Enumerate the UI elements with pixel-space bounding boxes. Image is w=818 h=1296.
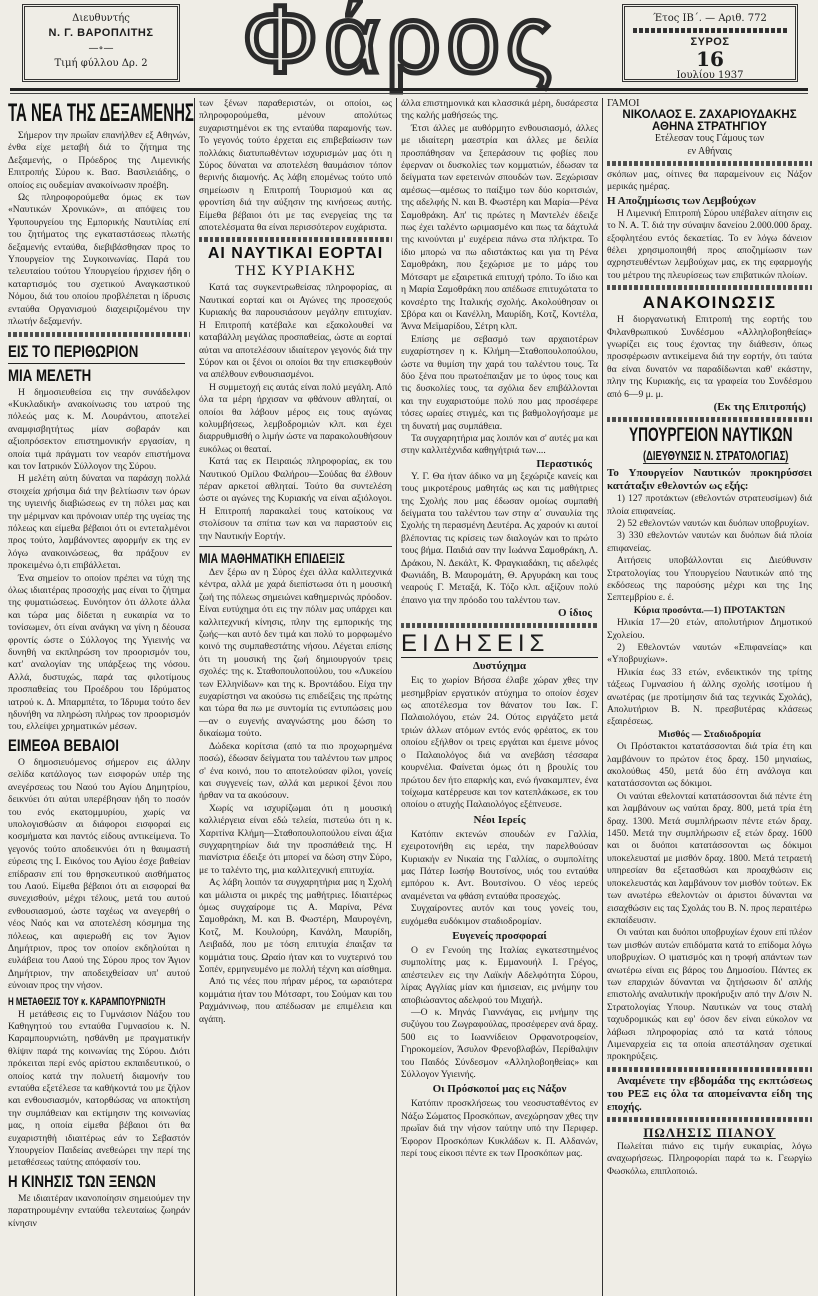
section-title-margin: ΕΙΣ ΤΟ ΠΕΡΙΘΩΡΙΟΝ	[8, 341, 139, 361]
paragraph: Ας λάβη λοιπόν τα συγχαρητήρια μας η Σχολή και μάλιστα οι μικρές της μαθήτριες. Ιδιαιτέρως όμως συγχαίρομε τις Α. Μαρίνα, Ρένα Σαμοθράκη, Μ. και Β. Φωστέρη, Μαυρογένη, Κοτζ, Μ. Κουλούρη, Κανάλη, Μαυρίδη, Λειβαδά, που με τόση επιτυχία έπαιξαν τα κομμάτια τους. Ωραίο ήταν και το νυχτερινό του Σοπέν, ερμηνευμένο με πολλή τέχνη και αίσθημα.	[199, 877, 392, 975]
paragraph: Η διοργανωτική Επιτροπή της εορτής του Φιλανθρωπικού Συνδέσμου «Αλληλοβοηθείας» γνωρίζει εις τους έχοντας την διάθεσιν, όπως προσφέρωσιν αντικείμενα διά την εορτήν, ότι ταύτα θα είναι δυνατόν να παραδίδωνται καθ' εκάστην, πλην της Κυριακής, εις τα γραφεία του Συνδέσμου από 6—9 μ. μ.	[607, 314, 812, 400]
article-dexameni	[8, 130, 190, 329]
article-epideixis	[199, 567, 392, 1026]
paragraph: Η Λιμενική Επιτροπή Σύρου υπέβαλεν αίτησιν εις το Ν. Α. Τ. διά την σύναψιν δανείου 2.000.000 δραχ. εξοφλητέου εντός δεκαετίας. Το εν λόγω δάνειον θέλει χρησιμοποιηθή προς αποζημίωσιν των αχρηστευθέντων λεμβούχων μας, εκ της εφαρμογής του μέτρου της πλευρίσεως των επιβατικών πλοίων.	[607, 207, 812, 281]
paragraph: Από τις νέες που πήραν μέρος, τα ωραιότερα κομμάτια ήταν του Μότσαρτ, του Σούμαν και του Ραχμάνινωφ, που απέδωσαν με επιμέλεια και αγάπη.	[199, 976, 392, 1025]
subhead-boatmen: Η Αποζημίωσις των Λεμβούχων	[607, 194, 756, 207]
paragraph: Επίσης με σεβασμό των αρχαιοτέρων ευχαρίστησεν η κ. Κλήμη—Σταθοπουλοπούλου, ώστε να θυμίση την χαρά του ταλέντου τους. Τα δύο ξένα που πρωτοέπαιξαν με το ύφος τους και τις δυσκολίες τους, τα σχόλια δεν επιβάλλονται και την ευχαριστούμε πολύ που μας προσέφερε τόσες ωραίες στιγμές, και τις βαθμολογήσαμε με τη δυνατή μας συμπάθεια.	[401, 333, 598, 432]
article-announcements	[607, 314, 812, 401]
subhead-pay: Μισθός — Σταδιοδρομία	[658, 728, 761, 740]
headline-eortai: ΑΙ ΝΑΥΤΙΚΑΙ ΕΟΡΤΑΙ	[207, 245, 384, 263]
paragraph: Με ιδιαιτέραν ικανοποίησιν σημειούμεν την παρατηρουμένην ενταύθα τελευταίως ζωηράν κίνησιν	[8, 1192, 190, 1229]
signature: Περαστικός	[536, 457, 592, 470]
bride-name: ΑΘΗΝΑ ΣΤΡΑΤΗΓΙΟΥ	[652, 121, 767, 133]
subheadline-navy: (ΔΙΕΥΘΥΝΣΙΣ Ν. ΣΤΡΑΤΟΛΟΓΙΑΣ)	[643, 448, 789, 464]
ornament	[607, 1067, 812, 1072]
ornament	[607, 417, 812, 422]
article-eortai	[199, 282, 392, 543]
paragraph: Οι ναύται εθελονταί κατατάσσονται διά πέντε έτη και λαμβάνουν ως ναύται δραχ. 800, μετά τρία έτη δραχ. 1300. Μετά συμπλήρωσιν πέντε ετών δραχ. 1450. Μετά την συμπλήρωσιν εξ ετών δραχ. 1600 και οι δυόποι κατατάσσονται ως δόκιμοι υποκελευσταί με μισθόν δραχ. 1800. Μετά τετραετή υπηρεσίαν θα εξετασθώσι και προαχθώσιν εις υποκελευστάς και λαμβάνουν τον μισθόν τούτων. Εκ των ανωτέρω εθελοντών οι άριστοι δύνανται να εισαχθώσιν εις τας Σχολάς του Β. Ν. προς περαιτέρω εκπαίδευσιν.	[607, 790, 812, 926]
headline-kinisis: Η ΚΙΝΗΣΙΣ ΤΩΝ ΞΕΝΩΝ	[8, 1171, 156, 1191]
paragraph: σκόπων μας, οίτινες θα παραμείνουν εις Νάξον μερικάς ημέρας.	[607, 169, 812, 193]
article-piano	[607, 1141, 812, 1178]
list-item: 2) 52 εθελοντών ναυτών και δυόπων υποβρυχίων.	[617, 517, 810, 529]
ornament	[607, 1117, 812, 1122]
paragraph: Οι ναύται και δυόποι υποβρυχίων έχουν επί πλέον των μισθών αυτών επιδόματα κατά το επίδομα λόγω υποβρυχίων. Ο ιματισμός και η τροφή απάντων των ανωτέρω είναι εις βάρος του Δημοσίου. Πάντες εκ των επαρχιών δύνανται να ζητήσωσιν δι' απλής επιστολής αναλυτικήν προκήρυξιν από την Δ/σιν Ν. Στρατολογίας Υπουρ. Ναυτικών να τους σταλή ταχυδρομικώς και εφ' όσον δεν είναι εύκολον να λάβωσι πληροφορίας από τα κατά τόπους Λιμεναρχεία εις τα οποία απεστάλησαν σχετικαί προκηρύξεις.	[607, 927, 812, 1063]
article-kinisis-continued	[199, 98, 392, 234]
ornament	[633, 28, 787, 33]
article-kinisis	[8, 1193, 190, 1230]
paragraph: Τα συγχαρητήρια μας λοιπόν και σ' αυτές μα και στην καλλιτέχνιδα καθηγήτριά των....	[401, 432, 598, 457]
subhead-priests: Νέοι Ιερείς	[473, 813, 526, 826]
column-2	[199, 98, 392, 1026]
article-metathesis	[8, 1009, 190, 1170]
signature: (Εκ της Επιτροπής)	[713, 401, 806, 414]
paragraph: Η μελέτη αύτη δύναται να παράσχη πολλά στοιχεία χρήσιμα διά την βελτίωσιν των όρων της υγιεινής διαβιώσεως εν τη πόλει μας και την μέριμναν και πρόνοιαν υπέρ της υγείας της πόλεως και είμεθα βέβαιοι ότι οι εντεταλμένοι προς τούτο, λαμβάνοντες αφορμήν εκ της εν λόγω ανακοινώσεως, θα πράξουν εν προκειμένω ό,τι επιβάλλεται.	[8, 473, 190, 572]
subhead-scouts: Οι Πρόσκοποί μας εις Νάξον	[432, 1083, 567, 1096]
paragraph: Ηλικία έως 33 ετών, ενδεικτικόν της τρίτης τάξεως Γυμνασίου ή άλλης σχολής ισοτίμου ή ανωτέρας (με προτίμησιν διά τας τεχνικάς Σχολάς), Απολυτήριον Β. Ν. πρεσβυτέρας κλάσεως εξαιρέσεως.	[607, 666, 812, 728]
headline-piano: ΠΩΛΗΣΙΣ ΠΙΑΝΟΥ	[643, 1124, 776, 1140]
groom-name: ΝΙΚΟΛΑΟΣ Ε. ΖΑΧΑΡΙΟΥΔΑΚΗΣ	[622, 109, 797, 121]
article-scouts-continued	[607, 169, 812, 194]
paragraph: Κατόπιν προσκλήσεως του νεοσυσταθέντος εν Νάξω Σώματος Προσκόπων, ανεχώρησαν χθες την πρωΐαν διά την νήσον ταύτην υπό την Περιφερ. Έφορον Προσκόπων Κυκλάδων κ. Π. Αλδανών, περί τους είκοσι πέντε εκ των Προσκόπων μας.	[401, 1098, 598, 1160]
price: Τιμή φύλλου Δρ. 2	[54, 58, 148, 69]
director-name: Ν. Γ. ΒΑΡΟΠΛΙΤΗΣ	[48, 27, 154, 39]
column-3	[401, 98, 598, 1160]
subhead-offers: Ευγενείς προσφοραί	[452, 929, 547, 942]
headline-metathesis: Η ΜΕΤΑΘΕΣΙΣ ΤΟΥ κ. ΚΑΡΑΜΠΟΥΡΝΙΩΤΗ	[8, 995, 166, 1008]
postscript	[401, 471, 598, 607]
article-navy	[607, 493, 812, 1064]
column-rule	[396, 98, 397, 1296]
paragraph: Εις το χωρίον Βήσσα έλαβε χώραν χθες την μεσημβρίαν εργατικόν ατύχημα το οποίον έσχεν ως αποτέλεσμα τον θάνατον του Ιακ. Γ. Παλαιολόγου, ετών 24. Ούτος ειργάζετο μετά τριών άλλων ατόμων εντός ενός φρέατος, εκ του οποίου εξήλθον οι τρεις εργάται και έμεινε μόνος ο Παλαιολόγος διά να ανεβάση τέσσαρα κουρνέλια. Φαίνεται όμως ότι η βρουλίς του πρώτου δεν ήτο επαρκής και, ενώ ήνακαμπτεν, ένα τοίχωμα κατέρρευσε και τον κατεπλάκωσε, εκ του οποίου ο ατυχής Παλαιολόγος εξέπνευσε.	[401, 675, 598, 811]
article-boatmen	[607, 208, 812, 282]
headline-eortai-line2: ΤΗΣ ΚΥΡΙΑΚΗΣ	[235, 263, 356, 280]
paragraph: Η συμμετοχή εις αυτάς είναι πολύ μεγάλη. Από όλα τα μέρη ήρχισαν να φθάνουν αθληταί, οι οποίοι θα λάβουν μέρος εις τους αγώνας κολυμβήσεως, λεμβοδρομιών κλπ. και έχει διαρρυθμισθή ο λιμήν ώστε να παρακολουθήσουν ευκόλως οι θεαταί.	[199, 381, 392, 455]
article-meleti	[8, 387, 190, 734]
section-title-news: ΕΙΔΗΣΕΙΣ	[401, 631, 598, 658]
headline-announcements: ΑΝΑΚΟΙΝΩΣΙΣ	[642, 293, 777, 313]
paragraph: Ηλικία 17—20 ετών, απολυτήριον Δημοτικού Σχολείου.	[607, 617, 812, 641]
section-label-weddings: ΓΑΜΟΙ	[607, 98, 640, 109]
masthead-rule	[10, 88, 808, 94]
subhead-requirements: Κύρια προσόντα.—1) ΠΡΟΤΑΚΤΩΝ	[633, 604, 786, 616]
column-4	[607, 98, 812, 1178]
article-priests	[401, 829, 598, 928]
paragraph: Οι Πρόστακτοι κατατάσσονται διά τρία έτη και λαμβάνουν το πρώτον έτος δραχ. 150 μηνιαίως, ακολούθως 450, μετά δύο έτη ανάλογα και κατατάσσονται ως δόκιμοι.	[607, 741, 812, 790]
paragraph: Αιτήσεις υποβάλλονται εις Διεύθυνσιν Στρατολογίας του Υπουργείου Ναυτικών από της εκδόσεως της παρούσης μέχρι και της 1ης Σεπτεμβρίου ε. έ.	[607, 555, 812, 604]
headline-navy: ΥΠΟΥΡΓΕΙΟΝ ΝΑΥΤΙΚΩΝ	[629, 425, 793, 447]
paragraph: Η μετάθεσις εις το Γυμνάσιον Νάξου του Καθηγητού του ενταύθα Γυμνασίου κ. Ν. Καραμπουρνιώτη, ησθάνθη με πραγματικήν θλίψιν παρά της κοινωνίας της Σύρου. Διότι πρόκειται περί ενός αρίστου εκπαιδευτικού, ο οποίος κατά την πολυετή διαμονήν του ενταύθα εξετέλεσε τα καθήκοντά του με ζήλον και ενθουσιασμόν, κατορθώσας να αποκτήση την συμπάθειαν και εκτίμησιν της κοινωνίας μας, η οποία είμεθα βέβαιοι ότι θα ευχαριστηθή ιδιαιτέρως εάν το Σεβαστόν Υπουργείον Παιδείας ανεθεώρει την περί της μεταθέσεως ταύτης απόφασίν του.	[8, 1008, 190, 1169]
column-rule	[194, 98, 195, 1296]
year-issue: Έτος ΙΒ΄. — Αριθ. 772	[653, 13, 767, 24]
paragraph: άλλα επιστημονικά και κλασσικά μέρη, δυσάρεστα της καλής μαθήσεώς της.	[401, 98, 598, 122]
paragraph: Έτσι άλλες με αυθόρμητο ενθουσιασμό, άλλες με ιδιαίτερη μαεστρία και άλλες με δειλία προσπάθησαν να ξεπεράσουν τις φοβίες που έφερναν οι δυσκολίες των κομματιών, έδωσαν τα δείγματα των εφετεινών σπουδών των. Ξεχώρισαν αμέσως—αμέσως το παίξιμο των δύο κοριτσιών, της αδελφής Ν. και Β. Φωστέρη και Μαρία—Ρένα Σαμοθράκη. Απ' τις πρώτες η Μαντελέν έδειξε πως έχει ταλέντο ωριμασμένο και πως τα δάχτυλά της κινούνται μ' ευχέρεια πάνω στα πλήκτρα. Το ίδιο μπορώ να πω αδιστάκτως και για τη Ρένα Σαμοθράκη, που ξεχώρισε με το μάρς του Μότσαρτ με εξαιρετικά επιτυχή τρόπο. Το ίδιο και η Μαρία Σαμοθράκη που απέδωσε επιτυχώτατα το κονσέρτο της Ιταλικής σχολής. Ακολούθησαν οι Σβόρα και οι Κανέλλη, Μαυρίδη, Κοτζ, Κοντέλα, Άννα Μεϊμαρίδου, Σέτρη κλπ.	[401, 122, 598, 333]
paragraph: Κατά τας συγκεντρωθείσας πληροφορίας, αι Ναυτικαί εορταί και οι Αγώνες της προσεχούς Κυριακής θα παρουσιάσουν μεγάλην επιτυχίαν. Η Επιτροπή κατέβαλε και εξακολουθεί να καταβάλλη μεγάλας προσπαθείας, ώστε αι εορταί αύται να αποτελέσουν ιδιαίτερον γεγονός διά την Σύρον και οι ξένοι οι οποίοι θα την επισκεφθούν να απέλθουν ενθουσιασμένοι.	[199, 282, 392, 381]
list-item: 1) 127 προτάκτων (εθελοντών στρατευσίμων) διά πλοία επιφανείας.	[607, 493, 812, 517]
headline-eimetha: ΕΙΜΕΘΑ ΒΕΒΑΙΟΙ	[8, 735, 119, 755]
paragraph: Ο εν Γενούη της Ιταλίας εγκατεστημένος συμπολίτης μας κ. Εμμανουήλ Ι. Γρέγος, απέστειλεν εις την Λαϊκήν Αδελφότητα Σύρου, λίρας Αγγλίας μίαν και ήμισειαν, εις μνήμην του αποβιώσαντος αδελφού του Μιχαήλ.	[401, 944, 598, 1006]
place: ΣΥΡΟΣ	[690, 36, 730, 48]
headline-dexameni: ΤΑ ΝΕΑ ΤΗΣ ΔΕΞΑΜΕΝΗΣ	[8, 99, 194, 127]
issue-month-year: Ιουλίου 1937	[676, 70, 744, 81]
paragraph: Πωλείται πιάνο εις τιμήν ευκαιρίας, λόγω αναχωρήσεως. Πληροφορίαι παρά τω κ. Γεωργίω Φωσκόλω, επιπλοποιώ.	[607, 1140, 812, 1177]
paragraph: Ο δημοσιευόμενος σήμερον εις άλλην σελίδα κατάλογος των εισφορών υπέρ της ανεγέρσεως του Ναού του Αγίου Δημητρίου, δεικνύει ότι αύται υπερέβησαν ήδη το ποσόν του ενός εκατομμυρίου, χωρίς να υπολογισθώσιν αι διάφοροι εισφοραί εις κοσμήματα και παντός είδους αντικείμενα. Το γεγονός τούτο αποδεικνύει ότι η θαυμαστή εύρεσις της Ι. Εικόνος του Αγίου έσχε βαθείαν επίδρασιν επί του θρησκευτικού αισθήματος του Λαού. Είμεθα βέβαιοι ότι αι εισφοραί θα συνεχισθούν, μέχρι τέλους, μετά του αυτού ενθουσιασμού, ώστε ταχέως να ανεγερθή ο νέος Ναός και να αποτελέση κόσμημα της πόλεως, και αφιερωθή εις τον Άγιον Δημήτριον, προς τον οποίον εκδηλούται η ευλάβεια του Λαού της Σύρου προς τον Άγιον Δημήτριον, την αποδειχθείσαν υπ' αυτού εύνοιαν προς την νήσον.	[8, 756, 190, 992]
paragraph: Συγχαίροντες αυτόν και τους γονείς του, ευχόμεθα ευδόκιμον σταδιοδρομίαν.	[401, 903, 598, 927]
wedding-line: εν Αθήναις	[687, 145, 732, 157]
column-rule	[602, 98, 603, 1296]
paragraph: των ξένων παραθεριστών, οι οποίοι, ως πληροφορούμεθα, μένουν απολύτως ευχαριστημένοι εκ της ενταύθα παραμονής των. Το γεγονός τούτο έρχεται εις επιβεβαίωσιν των πολλάκις διατυπωθέντων ισχυρισμών μας ότι η Σύρος δύναται να αποτελέση θαυμάσιον τόπον θερινής διαμονής. Ας λάβη επομένως τούτο υπό σημείωσιν η Επιτροπή Τουρισμού και ας φροντίση διά την αύξησιν της κινήσεως αυτής. Είμεθα βέβαιοι ότι με τας ενεργείας της τα αποτελέσματα θα είναι περισσότερον ευχάριστα.	[199, 98, 392, 234]
newspaper-title: Φάρος	[241, 0, 559, 93]
director-label: Διευθυντής	[72, 13, 130, 24]
paragraph: Δώδεκα κορίτσια (από τα πιο προχωρημένα ποσώ), έδωσαν δείγματα του ταλέντου των μπρος σ' ένα κοινό, που το αποτελούσαν φίλοι, γονείς και συγγενείς των, αλλά και μερικοί ξένοι που ήρθαν να τα ακούσουν.	[199, 740, 392, 802]
ornament	[607, 161, 812, 166]
paragraph: Η δημοσιευθείσα εις την συνάδελφον «Κυκλαδική» ανακοίνωσις του ιατρού της πόλεώς μας κ. Μ. Λουράντου, αποτελεί αναμφισβητήτως μίαν σοβαράν και αξιοπρόσεκτον επιστημονικήν εργασίαν, η οποία τιμά πράγματι τον νεαρόν επιστήμονα και τον Ιατρικόν Σύλλογον της Σύρου.	[8, 386, 190, 472]
paragraph: Υ. Γ. Θα ήταν άδικο να μη ξεχώριζε κανείς και τους μικροτέρους μαθητάς ως και τις μαθήτριες της Σχολής που μας έδωσαν ομοίως συμπαθή δείγματα του ταλέντου των στην α΄ συναυλία της Σχολής τη περασμένη Δευτέρα. Ας χαρούν κι αυτοί βλέποντας τις κρίσεις των διαλογών και το πρώτο τους βήμα. Παιδιά σαν την Ιωάννα Σαμοθράκη, Λ. Δράκου, Ν. Δεκάλτ, Κ. Φραγκιαδάκη, τις αδελφές Φωνιάδη, Β. Μαυρομάτη, Θ. Αργυράκη και τους νεαρούς Γ. Μεταξά, Κ. Τόζο κλπ. αξίζουν πολύ έπαινο για την πρόοδο του ταλέντου των.	[401, 470, 598, 606]
list-item: 3) 330 εθελοντών ναυτών και δυόπων διά πλοία επιφανείας.	[607, 530, 812, 554]
article-accident	[401, 675, 598, 811]
headline-epideixis: ΜΙΑ ΜΑΘΗΜΑΤΙΚΗ ΕΠΙΔΕΙΞΙΣ	[199, 550, 345, 566]
paragraph: Ένα σημείον το οποίον πρέπει να τύχη της όλως ιδιαιτέρας προσοχής μας είναι το ζήτημα της φυματιώσεως. Ευνόητον ότι άλλοτε άλλα και τώρα μας δίδεται η ευκαιρία να το τονίσωμεν, ότι είναι ανάγκη να γίνη η δέουσα φροντίς ώστε ο Σύλλογος της Υγιεινής να δυνηθή να εκπληρώση τον προορισμόν του, κατ' αναλογίαν της υπάρξεως της νόσου. Αλλά, δυστυχώς, παρά τας φιλοτίμους προσπαθείας του Προέδρου του Ιδρύματος ιατρού κ. Δ. Μπαρμπέτα, το Ίδρυμα τούτο δεν ηδυνήθη να πληρώση πλήρως τον προορισμόν του, ελλείψει χρηματικών μέσων.	[8, 572, 190, 733]
article-epideixis-continued	[401, 98, 598, 458]
paragraph: —Ο κ. Μηνάς Γιαννάγας, εις μνήμην της συζύγου του Ζωγραφούλας, προσέφερεν ανά δραχ. 500 εις το Ιωαννίδειον Ορφανοτροφείον, Γηροκομείον, Άσυλον Φρενοβλαβών, Περίθαλψιν του Παιδός Σύνδεσμον «Αλληλοβοηθείας» και Σύλλογον Υγιεινής.	[401, 1007, 598, 1081]
masthead	[0, 0, 818, 92]
article-eimetha	[8, 757, 190, 993]
ornament	[199, 237, 392, 242]
signature: Ο ίδιος	[558, 607, 592, 620]
paragraph: Σήμερον την πρωΐαν επανήλθεν εξ Αθηνών, ένθα είχε μεταβή διά το ζήτημα της Δεξαμενής, ο Πρόεδρος της Λιμενικής Επιτροπής Σύρου κ. Βασ. Βασιλειάδης, ο οποίος εις ουδεμίαν ανακοίνωσιν προέβη.	[8, 130, 190, 191]
paragraph: Ως πληροφορούμεθα όμως εκ των «Ναυτικών Χρονικών», αι απόψεις του Υφυπουργείου της Εμπορικής Ναυτιλίας επί του ζητήματος της εγκαταστάσεως πλωτής δεξαμενής ενταύθα, διεβιβάσθησαν προς το Υπουργείον της Συγκοινωνίας. Παρά του τελευταίου τούτου Υπουργείου ήρχισεν ήδη ο καταρτισμός του σχετικού Αναγκαστικού Νόμου, διά του οποίου προβλέπεται η ίδρυσις ενταύθα Οργανισμού διαχειριζομένου την πλωτήν δεξαμενήν.	[8, 192, 190, 328]
article-scouts	[401, 1098, 598, 1160]
column-1	[8, 98, 194, 1230]
headline-meleti: ΜΙΑ ΜΕΛΕΤΗ	[8, 365, 92, 385]
issue-day: 16	[696, 47, 724, 71]
issue-box	[622, 4, 798, 82]
paragraph: Κατόπιν εκτενών σπουδών εν Γαλλία, εχειροτονήθη εις ιερέα, την παρελθούσαν Κυριακήν εν Νικαία της Γαλλίας, ο συμπολίτης μας Πάτερ Ιωσήφ Βουτσίνος, υιός του ενταύθα εμπόρου κ. Αντ. Βουτσίνου. Ο νέος ιερεύς αναμένεται να φθάση ενταύθα προσεχώς.	[401, 828, 598, 902]
ornament	[8, 332, 190, 337]
ornament	[401, 623, 598, 628]
paragraph: Χωρίς να ισχυρίζωμαι ότι η μουσική καλλιέργεια είναι εδώ τελεία, πιστεύω ότι η κ. Χαριτίνα Κλήμη—Σταθοπουλοπούλου είναι άξια συγχαρητηρίων διά την προσπάθειά της. Η πιανίστρια έδειξε ότι μπορεί να δώση στην Σύρο, με το ταλέντο της, μια καλλιτεχνική επιτυχία.	[199, 802, 392, 876]
divider: —∘—	[88, 43, 114, 54]
navy-intro: Το Υπουργείον Ναυτικών προκηρύσσει κατάταξιν εθελοντών ως εξής:	[607, 467, 812, 493]
director-box	[22, 4, 180, 82]
rex-advertisement: Αναμένετε την εβδομάδα της εκπτώσεως του ΡΕΞ εις όλα τα απομείναντα είδη της εποχής.	[607, 1074, 812, 1113]
subhead-accident: Δυστύχημα	[472, 660, 527, 673]
divider	[199, 546, 392, 547]
ornament	[607, 285, 812, 290]
wedding-line: Ετέλεσαν τους Γάμους των	[654, 133, 765, 144]
paragraph: 2) Εθελοντών ναυτών «Επιφανείας» και «Υποβρυχίων».	[607, 641, 812, 666]
paragraph: Δεν ξέρω αν η Σύρος έχει άλλα καλλιτεχνικά κέντρα, αλλά με χαρά διεπίστωσα ότι η μουσική ζωή της πόλεως σημειώνει καθημερινώς πρόοδον. Είναι ευτύχημα ότι εις την πόλιν μας υπάρχει και καλλιτεχνική κίνησις, πλην της εμπορικής της ζωής—και αυτό δεν τιμά και πολύ το μορφωμένο κοινό της συμπαθεστάτης νήσου. Λέγεται επίσης ότι τη μουσική της ζωή δημιουργούν τρεις σχολές: της κ. Σταθοπουλοπούλου, του «Λυκείου των Ελληνίδων» και της κ. Βροντάδου. Είχα την ευχαρίστησι να ακούσω τις επιδείξεις της πρώτης και τώρα θα πω με συντομία τις εντυπώσεις μου—αν ο ευγενής αναγνώστης μου δώση το δικαίωμα τούτο.	[199, 567, 392, 740]
article-offers	[401, 945, 598, 1081]
paragraph: Κατά τας εκ Πειραιώς πληροφορίας, εκ του Ναυτικού Ομίλου Φαλήρου—Σούδας θα έλθουν πέραν αρκετοί αθληταί. Τούτο θα συντελέση ώστε οι αγώνες της Κυριακής να είναι αξιόλογοι. Η Επιτροπή παρακαλεί τους κατοίκους να στολίσουν τα σπίτια των και να παραστούν εις την Ναυτικήν Εορτήν.	[199, 456, 392, 542]
